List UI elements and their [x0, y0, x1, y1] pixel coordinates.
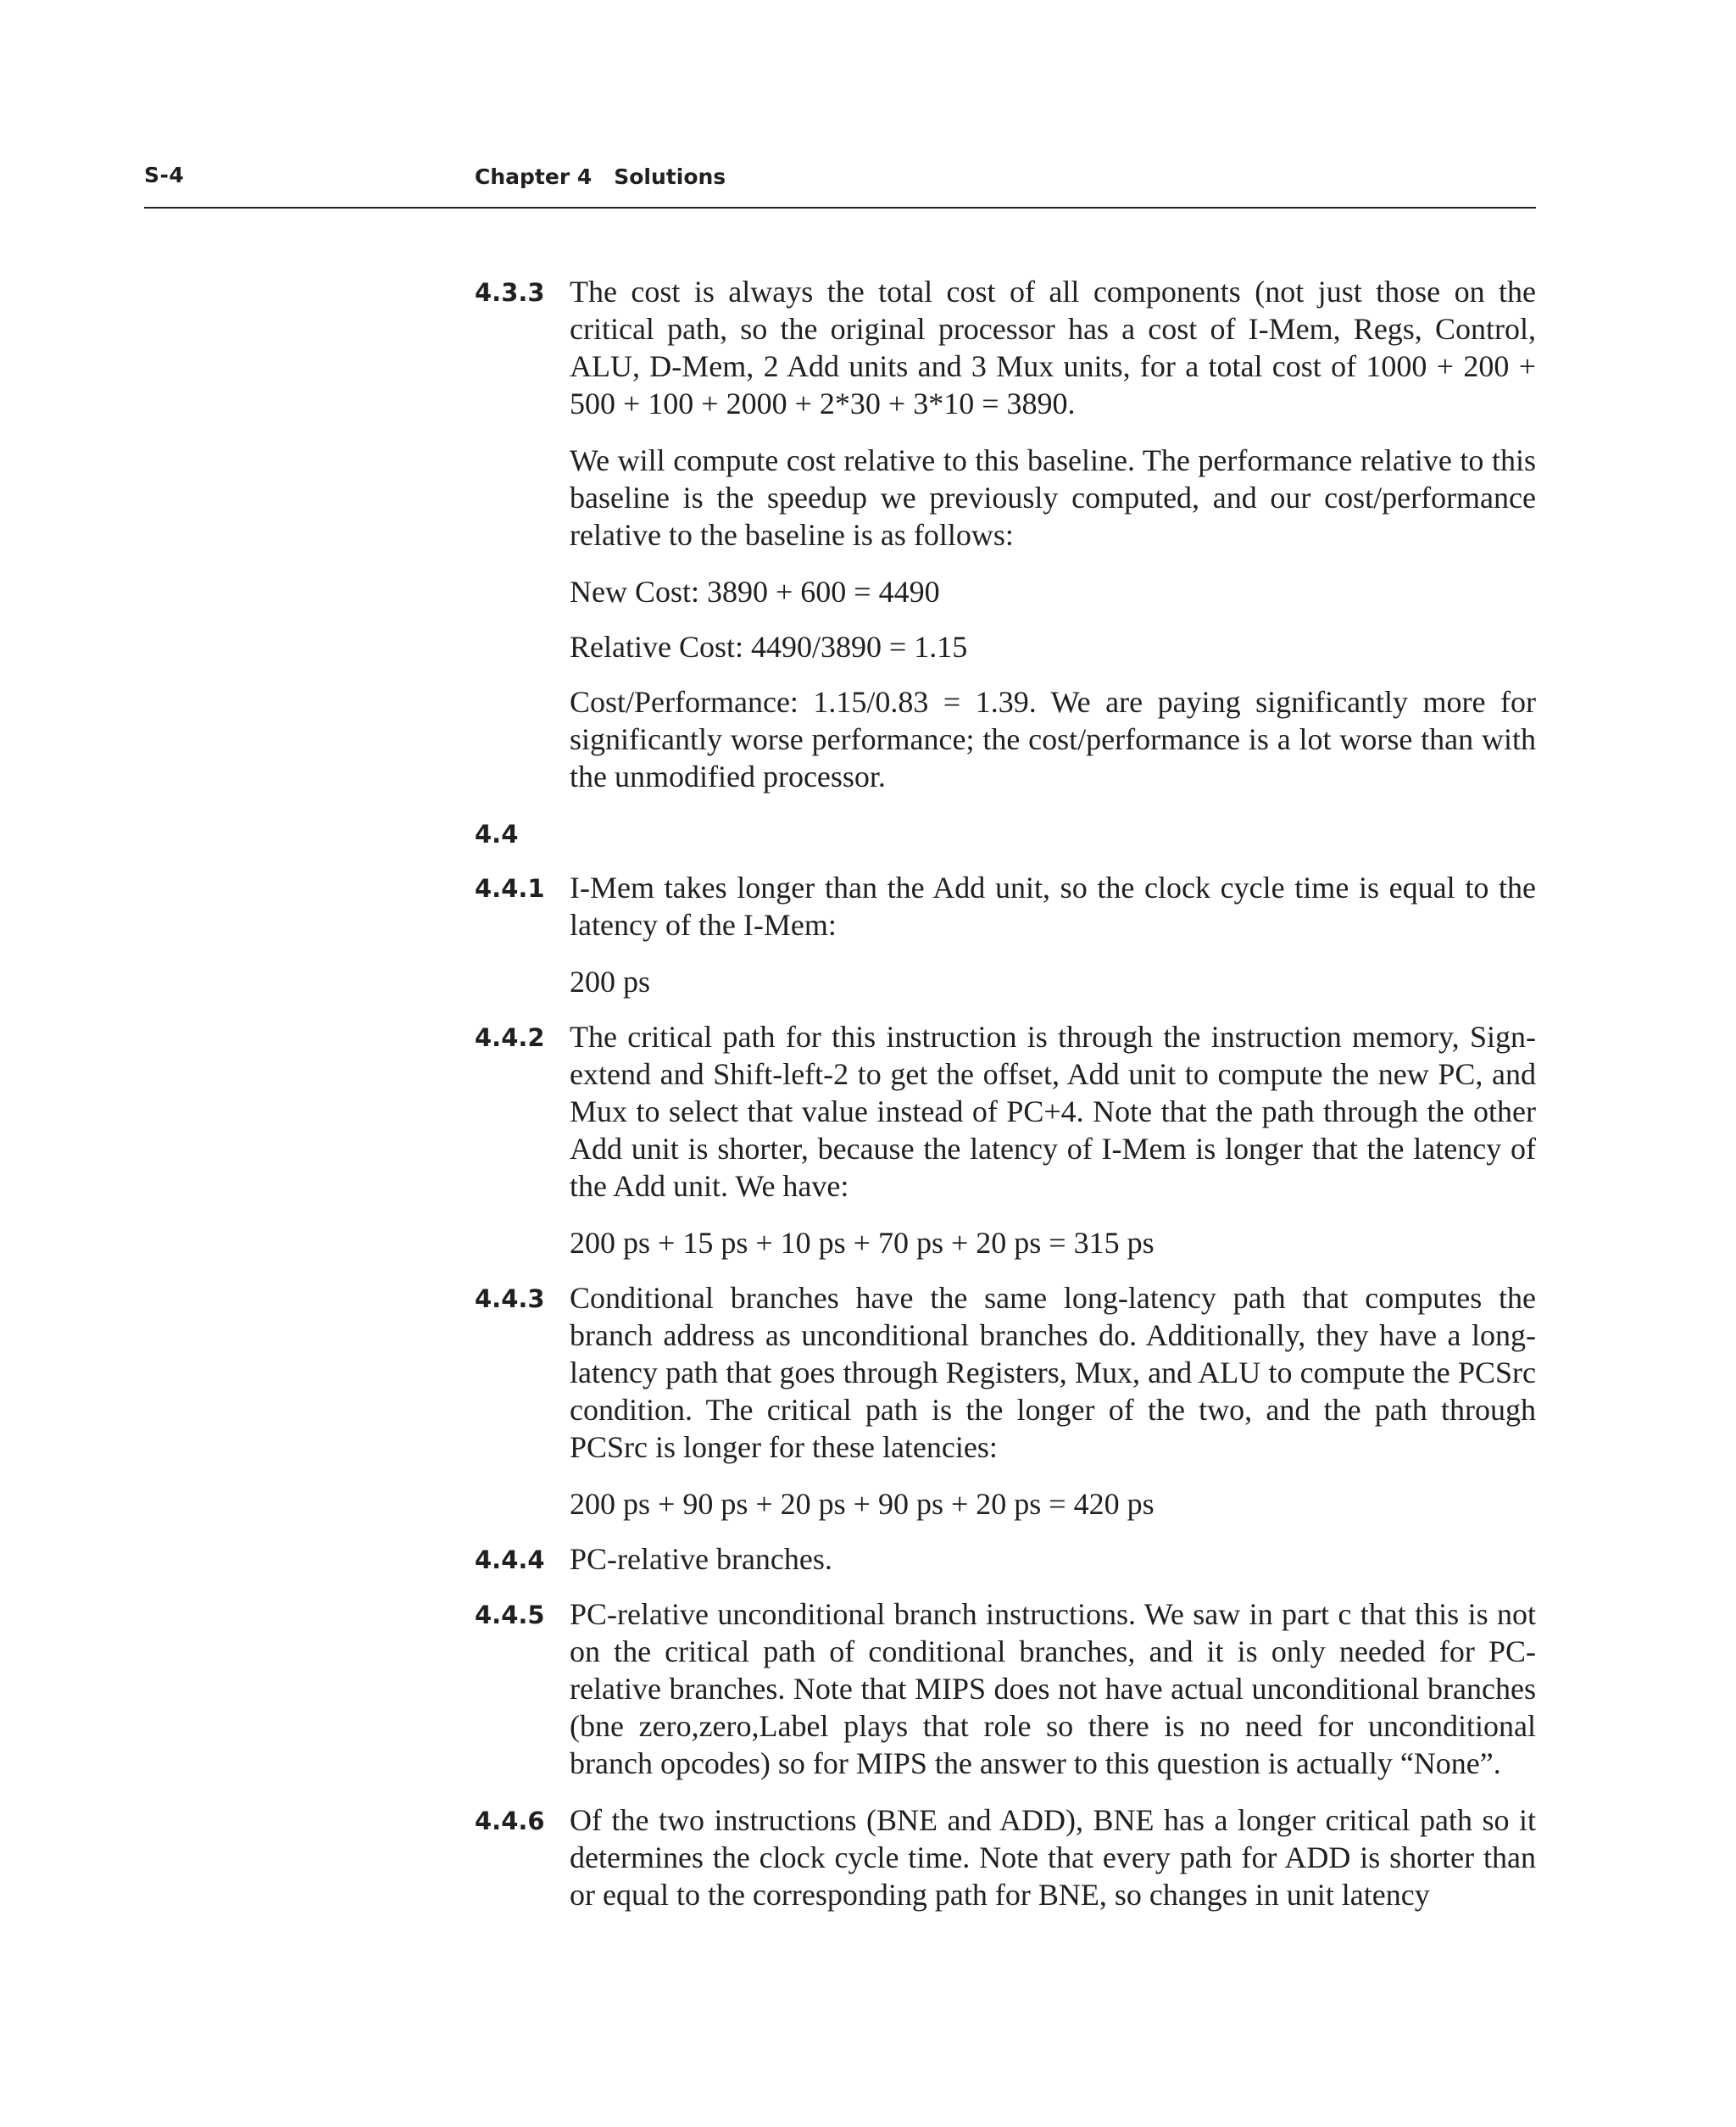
solution-number: 4.4.3	[475, 1284, 545, 1313]
solution-paragraph: Of the two instructions (BNE and ADD), BNE has a longer critical path so it determines the clock cycle time. Note that every path for ADD is shorter than or equal to the corresponding path for BNE, so changes in unit latency	[570, 1803, 1536, 1912]
solution-paragraph: Cost/Performance: 1.15/0.83 = 1.39. We are paying significantly more for significantly worse performance; the cost/performance is a lot worse than with the unmodified processor.	[570, 685, 1536, 793]
solutions-content	[475, 273, 1536, 1933]
solution-paragraph: The cost is always the total cost of all components (not just those on the critical path, so the original processor has a cost of I-Mem, Regs, Control, ALU, D-Mem, 2 Add units and 3 Mux units, for a total cost of 1000 + 200 + 500 + 100 + 2000 + 2*30 + 3*10 = 3890.	[570, 275, 1536, 420]
solution-4-4-3	[475, 1279, 1536, 1523]
running-head	[475, 164, 726, 189]
solution-4-4-2	[475, 1018, 1536, 1261]
page-header	[144, 163, 1536, 209]
section-label: Solutions	[614, 164, 726, 189]
solution-paragraph: The critical path for this instruction is through the instruction memory, Sign-extend and Shift-left-2 to get the offset, Add unit to compute the new PC, and Mux to select that value instead of PC+4. Note that the path through the other Add unit is shorter, because the latency of I-Mem is longer that the latency of the Add unit. We have:	[570, 1020, 1536, 1203]
solution-4-4-4	[475, 1540, 1536, 1578]
solution-number: 4.4	[475, 820, 519, 849]
solution-number: 4.3.3	[475, 278, 545, 307]
solution-paragraph: PC-relative branches.	[570, 1542, 832, 1576]
solution-number: 4.4.4	[475, 1545, 545, 1574]
solution-equation: 200 ps	[570, 965, 651, 999]
solution-4-4-6	[475, 1801, 1536, 1913]
solution-number: 4.4.1	[475, 874, 545, 903]
solution-4-4	[475, 815, 1536, 852]
solution-paragraph: Conditional branches have the same long-latency path that computes the branch address as unconditional branches do. Additionally, they have a long-latency path that goes through Registers, Mux, and ALU to compute the PCSrc condition. The critical path is the longer of the two, and the path through PCSrc is longer for these latencies:	[570, 1281, 1536, 1464]
solution-equation: Relative Cost: 4490/3890 = 1.15	[570, 630, 968, 664]
solution-paragraph: PC-relative unconditional branch instructions. We saw in part c that this is not on the critical path of conditional branches, and it is only needed for PC-relative branches. Note that MIPS does not have actual unconditional branches (bne zero,zero,Label plays that role so there is no need for unconditional branch opcodes) so for MIPS the answer to this question is actually “None”.	[570, 1597, 1536, 1780]
solution-number: 4.4.2	[475, 1023, 545, 1052]
solution-number: 4.4.5	[475, 1601, 545, 1629]
solution-paragraph: I-Mem takes longer than the Add unit, so the clock cycle time is equal to the latency of the I-Mem:	[570, 871, 1536, 942]
solution-equation: 200 ps + 90 ps + 20 ps + 90 ps + 20 ps = 420 ps	[570, 1487, 1155, 1521]
solution-4-4-5	[475, 1595, 1536, 1782]
solution-number: 4.4.6	[475, 1807, 545, 1835]
chapter-label: Chapter 4	[475, 164, 593, 189]
page-number: S-4	[144, 163, 185, 187]
solution-4-4-1	[475, 869, 1536, 1000]
solution-4-3-3	[475, 273, 1536, 795]
solution-equation: New Cost: 3890 + 600 = 4490	[570, 575, 940, 609]
solution-paragraph: We will compute cost relative to this baseline. The performance relative to this baseline is the speedup we previously computed, and our cost/performance relative to the baseline is as follows:	[570, 443, 1536, 552]
solution-equation: 200 ps + 15 ps + 10 ps + 70 ps + 20 ps = 315 ps	[570, 1226, 1155, 1260]
